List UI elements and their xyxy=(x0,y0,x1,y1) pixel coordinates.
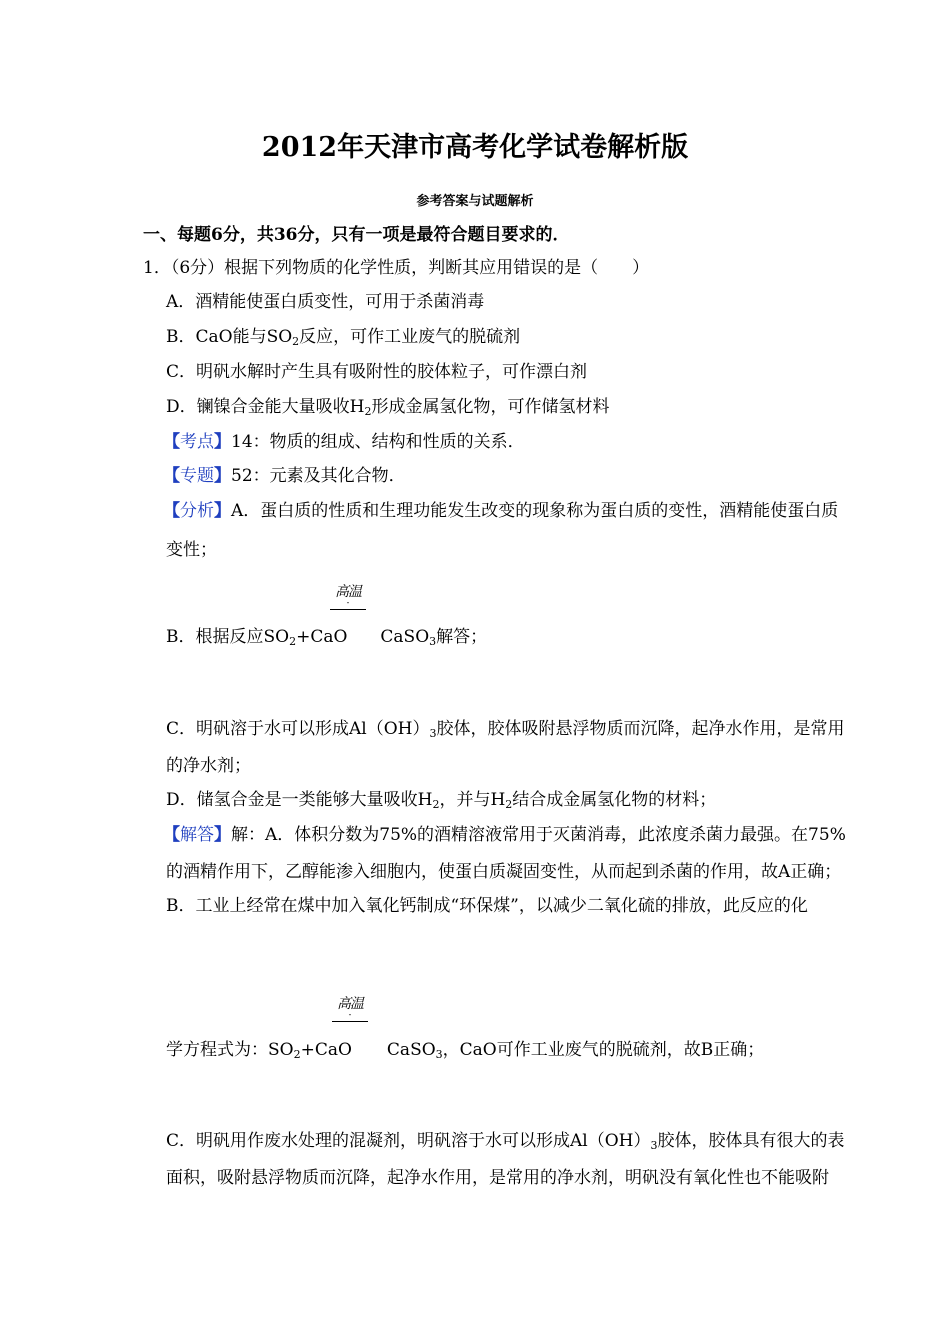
reaction-condition-high-temp: 高温 - xyxy=(332,996,368,1022)
fenxi-label: 分析 xyxy=(180,501,214,521)
fenxi-b-equation: B．根据反应$SO_2+CaO$ CaSO$_3$解答； xyxy=(166,627,488,648)
fenxi-line-2: 变性； xyxy=(166,540,217,560)
fenxi-c-line-2: 的净水剂； xyxy=(166,756,251,776)
option-b: B．CaO能与$SO_2$反应，可作工业废气的脱硫剂 xyxy=(166,327,521,348)
question-1-stem xyxy=(143,257,649,279)
zhuanti-line: 【专题】52：元素及其化合物． xyxy=(163,466,406,486)
zhuanti-label: 专题 xyxy=(180,466,214,486)
option-c: C．明矾水解时产生具有吸附性的胶体粒子，可作漂白剂 xyxy=(166,362,588,382)
page-title: 2012年天津市高考化学试卷解析版 xyxy=(261,132,689,163)
option-a: A．酒精能使蛋白质变性，可用于杀菌消毒 xyxy=(166,292,485,312)
jieda-label: 解答 xyxy=(180,825,214,845)
section-heading: 一、每题6分，共36分，只有一项是最符合题目要求的． xyxy=(143,225,570,245)
jieda-line-3: B．工业上经常在煤中加入氧化钙制成“环保煤”，以减少二氧化硫的排放，此反应的化 xyxy=(166,896,808,916)
jieda-c-line-1: C．明矾用作废水处理的混凝剂，明矾溶于水可以形成$Al(OH)_3$胶体，胶体具有很大的表 xyxy=(166,1131,845,1152)
question-text: （6分）根据下列物质的化学性质，判断其应用错误的是（ ） xyxy=(170,258,650,278)
kaodian-label: 考点 xyxy=(180,432,214,452)
kaodian-line: 【考点】14：物质的组成、结构和性质的关系． xyxy=(163,432,525,452)
jieda-line-1: 【解答】解：A．体积分数为75%的酒精溶液常用于灭菌消毒，此浓度杀菌力最强。在75% xyxy=(163,825,846,845)
question-number: 1． xyxy=(143,258,171,278)
jieda-c-line-2: 面积，吸附悬浮物质而沉降，起净水作用，是常用的净水剂，明矾没有氧化性也不能吸附 xyxy=(166,1168,829,1188)
jieda-line-2: 的酒精作用下，乙醇能渗入细胞内，使蛋白质凝固变性，从而起到杀菌的作用，故A正确； xyxy=(166,862,842,882)
fenxi-d-line: D．储氢合金是一类能够大量吸收$H_2$，并与$H_2$结合成金属氢化物的材料； xyxy=(166,790,717,811)
jieda-equation-line: 学方程式为：$SO_2+CaO$ CaSO$_3$，CaO可作工业废气的脱硫剂，故B正确； xyxy=(166,1040,765,1061)
page-subtitle: 参考答案与试题解析 xyxy=(416,194,534,209)
fenxi-line-1: 【分析】A．蛋白质的性质和生理功能发生改变的现象称为蛋白质的变性，酒精能使蛋白质 xyxy=(163,501,839,521)
option-d: D．镧镍合金能大量吸收$H_2$形成金属氢化物，可作储氢材料 xyxy=(166,397,610,418)
reaction-condition-high-temp: 高温 - xyxy=(330,584,366,610)
fenxi-c-line-1: C．明矾溶于水可以形成$Al(OH)_3$胶体，胶体吸附悬浮物质而沉降，起净水作用，是常用 xyxy=(166,719,845,740)
